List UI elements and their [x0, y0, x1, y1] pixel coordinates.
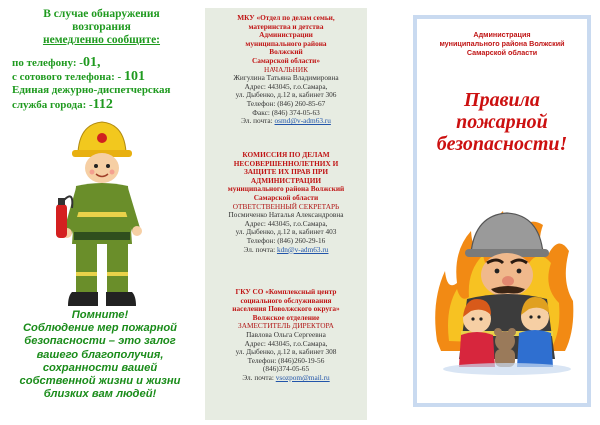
org-line: социального обслуживания — [240, 295, 332, 305]
email-label: Эл. почта: — [243, 244, 277, 254]
remember-line: безопасности – это залог — [24, 335, 176, 348]
org-line: Волжский — [269, 47, 303, 57]
title-line: безопасности! — [436, 133, 568, 155]
position-title: ОТВЕТСТВЕННЫЙ СЕКРЕТАРЬ — [232, 201, 340, 211]
administration-header — [417, 31, 587, 57]
contact-line: Факс: (846) 374-05-63 — [252, 107, 320, 117]
title-line: пожарной — [456, 111, 548, 133]
dispatch-label-2: служба города: - — [12, 99, 93, 111]
org-line: муниципального района Волжский — [227, 184, 345, 194]
dispatch-line — [12, 97, 113, 113]
org-line: Волжское отделение — [252, 312, 320, 322]
remember-message — [4, 309, 196, 401]
contact-block-minors-commission — [205, 151, 367, 254]
phone-value: 01, — [82, 55, 101, 70]
contact-line: ул. Дыбенко, д.12 в, кабинет 403 — [235, 227, 337, 237]
org-line: ЗАЩИТЕ ИХ ПРАВ ПРИ — [243, 167, 329, 177]
admin-line: Самарской области — [466, 47, 538, 57]
mobile-value: 101 — [123, 69, 145, 84]
org-line: Самарской области» — [251, 55, 321, 65]
contact-line: (846)374-05-65 — [262, 364, 310, 374]
email-line — [205, 374, 367, 383]
remember-line: вашего благополучия, — [36, 348, 164, 361]
org-line: АДМИНИСТРАЦИИ — [250, 175, 322, 185]
left-panel — [0, 0, 200, 425]
dispatch-label-1: Единая дежурно-диспетчерская — [12, 84, 171, 96]
email-link[interactable]: kdn@v-adm63.ru — [276, 244, 329, 254]
contact-line: ул. Дыбенко, д.12 в, кабинет 308 — [235, 347, 337, 357]
org-line: НЕСОВЕРШЕННОЛЕТНИХ И — [233, 158, 339, 168]
contacts-panel — [205, 8, 367, 420]
contact-block-family-dept — [205, 14, 367, 126]
notice-line-1: В случае обнаружения возгорания — [43, 8, 160, 33]
fireman-with-children-illustration — [431, 191, 575, 377]
phone-label: по телефону: - — [12, 57, 83, 69]
contact-line: Посмиченко Наталья Александровна — [228, 210, 344, 220]
brochure-title — [417, 89, 587, 155]
contact-line: ул. Дыбенко, д.12 в, кабинет 306 — [235, 90, 337, 100]
email-label: Эл. почта: — [241, 116, 275, 126]
admin-line: Администрация — [473, 30, 531, 39]
contact-line: Жигулина Татьяна Владимировна — [233, 73, 339, 83]
emergency-notice — [14, 8, 189, 47]
contact-line: Адрес: 443045, г.о.Самара, — [244, 338, 328, 348]
contact-line: Телефон: (846) 260-29-16 — [246, 235, 326, 245]
contact-line: Телефон: (846) 260-85-67 — [246, 98, 326, 108]
cover-panel — [413, 15, 591, 407]
mobile-line — [12, 69, 145, 85]
email-link[interactable]: osmd@v-adm63.ru — [274, 116, 331, 126]
email-line — [205, 117, 367, 126]
title-line: Правила — [464, 89, 540, 111]
admin-line: муниципального района Волжский — [439, 38, 565, 48]
email-link[interactable]: vsozpom@mail.ru — [275, 372, 330, 382]
org-line: ГКУ СО «Комплексный центр — [235, 287, 337, 296]
notice-line-2: немедленно сообщите: — [42, 34, 161, 46]
remember-title: Помните! — [71, 309, 129, 321]
contact-block-social-center — [205, 288, 367, 383]
remember-line: собственной жизни и жизни — [19, 375, 181, 388]
org-line: населения Поволжского округа» — [232, 304, 340, 314]
contact-line: Телефон: (846)260-19-56 — [247, 355, 325, 365]
org-line: МКУ «Отдел по делам семьи, — [237, 13, 335, 22]
contact-line: Павлова Ольга Сергеевна — [246, 329, 326, 339]
position-title: ЗАМЕСТИТЕЛЬ ДИРЕКТОРА — [238, 321, 334, 331]
org-line: Самарской области — [253, 192, 319, 202]
org-line: материнства и детства — [248, 21, 324, 31]
mobile-label: с сотового телефона: - — [12, 71, 124, 83]
org-line: КОМИССИЯ ПО ДЕЛАМ — [242, 150, 330, 159]
org-line: муниципального района — [245, 38, 327, 48]
remember-line: близких вам людей! — [43, 388, 157, 401]
email-label: Эл. почта: — [242, 372, 276, 382]
contact-line: Адрес: 443045, г.о.Самара, — [244, 218, 328, 228]
remember-line: Соблюдение мер пожарной — [22, 322, 178, 335]
position-title: НАЧАЛЬНИК — [264, 64, 308, 74]
remember-line: сохранности вашей — [42, 361, 158, 374]
contact-line: Адрес: 443045, г.о.Самара, — [244, 81, 328, 91]
email-line — [205, 246, 367, 255]
dispatch-value: 112 — [92, 97, 113, 112]
org-line: Администрации — [259, 30, 313, 40]
kid-firefighter-illustration — [52, 112, 148, 312]
